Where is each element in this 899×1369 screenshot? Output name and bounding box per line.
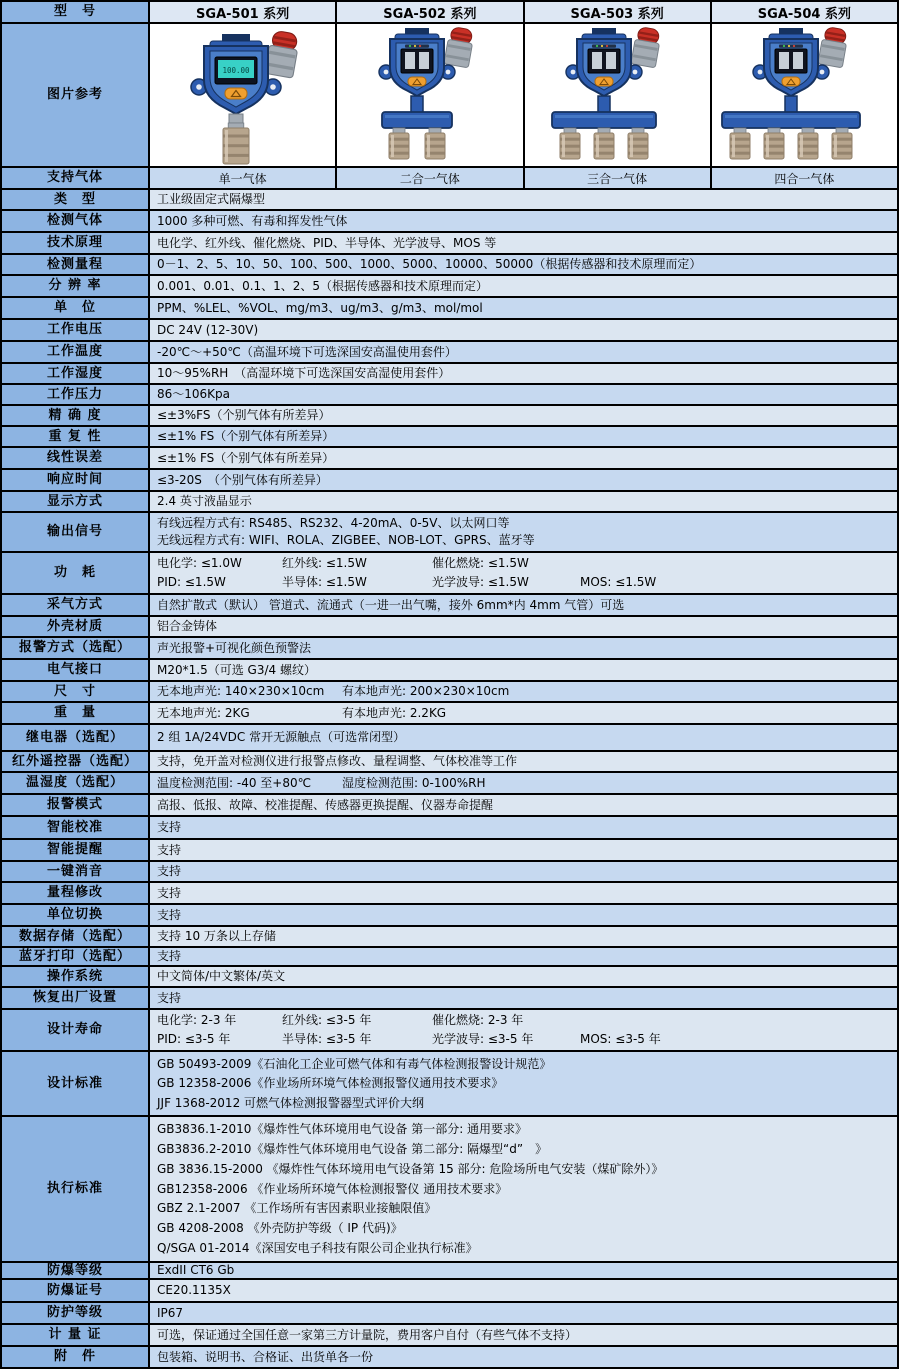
spec-row: [2, 385, 897, 406]
value-line: [157, 1013, 897, 1028]
row-value: [150, 840, 897, 860]
spec-row: [2, 513, 897, 553]
value-line: GB12358-2006 《作业场所环境气体检测报警仪 通用技术要求》: [157, 1181, 508, 1196]
spec-row: [2, 1303, 897, 1325]
value-line: 工业级固定式隔爆型: [157, 192, 266, 206]
value-line: 支持: [157, 949, 182, 963]
row-value: [150, 752, 897, 771]
row-value: [150, 905, 897, 925]
row-value: [150, 1325, 897, 1345]
value-line: 支持: [157, 842, 182, 857]
row-label: 防爆证号: [2, 1280, 150, 1301]
row-label: 报警方式（选配）: [2, 638, 150, 658]
row-value: [150, 1280, 897, 1301]
row-label: 执行标准: [2, 1117, 150, 1261]
spec-row: [2, 320, 897, 342]
spec-row: [2, 905, 897, 927]
spec-row: [2, 553, 897, 595]
value-line: ≤±1% FS（个别气体有所差异）: [157, 429, 335, 443]
row-value: [150, 427, 897, 446]
row-value: [150, 988, 897, 1008]
row-value: [150, 553, 897, 593]
row-label: 报警模式: [2, 795, 150, 815]
value-line: PPM、%LEL、%VOL、mg/m3、ug/m3、g/m3、mol/mol: [157, 300, 483, 315]
value-line: 10～95%RH （高湿环境下可选深国安高湿使用套件）: [157, 366, 451, 380]
value-line: [157, 1032, 897, 1047]
value-segment: MOS: ≤3-5 年: [580, 1031, 661, 1046]
value-line: 声光报警+可视化颜色预警法: [157, 640, 312, 655]
value-line: 有线远程方式有: RS485、RS232、4-20mA、0-5V、以太网口等: [157, 515, 510, 530]
value-line: M20*1.5（可选 G3/4 螺纹）: [157, 662, 316, 677]
product-image-sga-501: [150, 24, 337, 166]
row-label: 重 量: [2, 703, 150, 723]
row-label: 尺 寸: [2, 682, 150, 701]
value-line: 中文简体/中文繁体/英文: [157, 969, 286, 983]
row-label: 设计寿命: [2, 1010, 150, 1050]
row-label: 一键消音: [2, 862, 150, 881]
row-value: [150, 342, 897, 362]
value-line: 包装箱、说明书、合格证、出货单各一份: [157, 1349, 374, 1364]
spec-row: [2, 752, 897, 773]
value-line: 0－1、2、5、10、50、100、500、1000、5000、10000、50000（根据传感器和技术原理而定）: [157, 257, 702, 271]
value-line: 自然扩散式（默认） 管道式、流通式（一进一出气嘴，接外 6mm*内 4mm 气管）可选: [157, 597, 625, 612]
value-segment: 催化燃烧: 2-3 年: [432, 1013, 524, 1028]
value-line: 高报、低报、故障、校准提醒、传感器更换提醒、仪器寿命提醒: [157, 797, 494, 812]
gas-detector-illustration-3-sensor: [526, 24, 708, 166]
row-label: 继电器（选配）: [2, 725, 150, 750]
row-label: 单 位: [2, 298, 150, 318]
value-line: 86～106Kpa: [157, 387, 231, 401]
svg-text:100.00: 100.00: [222, 66, 250, 75]
spec-row: [2, 190, 897, 211]
value-segment: 半导体: ≤1.5W: [282, 574, 367, 589]
value-line: GBZ 2.1-2007 《工作场所有害因素职业接触限值》: [157, 1201, 437, 1216]
supported-gas-value-2: 二合一气体: [337, 168, 524, 188]
row-label: 设计标准: [2, 1052, 150, 1115]
spec-row: [2, 660, 897, 682]
spec-row: [2, 595, 897, 617]
row-label: 电气接口: [2, 660, 150, 680]
row-value: [150, 1303, 897, 1323]
model-header-4: SGA-504 系列: [712, 2, 897, 22]
row-label: 操作系统: [2, 967, 150, 986]
spec-row: [2, 862, 897, 883]
supported-gas-value-1: 单一气体: [150, 168, 337, 188]
row-label: 外壳材质: [2, 617, 150, 636]
value-line: [157, 575, 897, 590]
value-segment: 温度检测范围: -40 至+80℃: [157, 775, 312, 790]
value-segment: 光学波导: ≤3-5 年: [432, 1031, 534, 1046]
gas-detector-illustration-2-sensor: [339, 24, 521, 166]
value-segment: 电化学: ≤1.0W: [157, 556, 242, 571]
value-line: 支持: [157, 885, 182, 900]
spec-row: [2, 211, 897, 233]
row-value: [150, 1347, 897, 1367]
row-value: [150, 862, 897, 881]
row-value: [150, 364, 897, 383]
spec-row: [2, 703, 897, 725]
row-label: 智能校准: [2, 817, 150, 838]
row-value: [150, 883, 897, 903]
value-line: 支持: [157, 907, 182, 922]
row-label: 量程修改: [2, 883, 150, 903]
spec-row: [2, 967, 897, 988]
spec-row: [2, 1117, 897, 1263]
row-label: 温湿度（选配）: [2, 773, 150, 793]
value-line: [157, 776, 897, 791]
value-line: GB 4208-2008 《外壳防护等级（ IP 代码)》: [157, 1221, 403, 1236]
value-line: GB3836.2-2010《爆炸性气体环境用电气设备 第二部分: 隔爆型“d” 》: [157, 1141, 548, 1156]
row-value: [150, 617, 897, 636]
value-line: 支持，免开盖对检测仪进行报警点修改、量程调整、气体校准等工作: [157, 754, 518, 768]
value-line: DC 24V (12-30V): [157, 322, 259, 337]
value-line: [157, 556, 897, 571]
row-label: 响应时间: [2, 470, 150, 490]
spec-row: [2, 682, 897, 703]
value-line: GB 3836.15-2000 《爆炸性气体环境用电气设备第 15 部分: 危险场所电气安装（煤矿除外）》: [157, 1161, 664, 1176]
row-value: [150, 492, 897, 511]
spec-row: [2, 364, 897, 385]
value-segment: MOS: ≤1.5W: [580, 574, 657, 589]
supported-gas-value-4: 四合一气体: [712, 168, 897, 188]
row-label: 技术原理: [2, 233, 150, 253]
spec-row: [2, 1010, 897, 1052]
row-label: 工作温度: [2, 342, 150, 362]
value-line: JJF 1368-2012 可燃气体检测报警器型式评价大纲: [157, 1095, 425, 1110]
row-label: 检测量程: [2, 255, 150, 274]
row-value: [150, 948, 897, 965]
row-label: 线性误差: [2, 448, 150, 468]
supported-gas-label: 支持气体: [2, 168, 150, 188]
row-value: [150, 682, 897, 701]
value-segment: 无本地声光: 140×230×10cm: [157, 684, 325, 698]
image-reference-label: 图片参考: [2, 24, 150, 166]
row-label: 检测气体: [2, 211, 150, 231]
value-segment: PID: ≤3-5 年: [157, 1031, 231, 1046]
value-line: GB 12358-2006《作业场所环境气体检测报警仪通用技术要求》: [157, 1076, 504, 1090]
model-header-2: SGA-502 系列: [337, 2, 524, 22]
value-line: 2 组 1A/24VDC 常开无源触点（可选常闭型）: [157, 730, 406, 744]
value-line: [157, 684, 897, 699]
spec-row: [2, 298, 897, 320]
spec-row: [2, 1263, 897, 1280]
value-line: 电化学、红外线、催化燃烧、PID、半导体、光学波导、MOS 等: [157, 235, 497, 250]
row-label: 单位切换: [2, 905, 150, 925]
spec-row: [2, 470, 897, 492]
value-line: 支持 10 万条以上存储: [157, 929, 276, 943]
spec-row: [2, 276, 897, 298]
product-image-sga-503: [525, 24, 712, 166]
row-value: [150, 725, 897, 750]
row-value: [150, 448, 897, 468]
row-label: 类 型: [2, 190, 150, 209]
spec-row: [2, 1325, 897, 1347]
value-line: 支持: [157, 864, 182, 878]
row-value: [150, 967, 897, 986]
row-value: [150, 703, 897, 723]
value-segment: PID: ≤1.5W: [157, 574, 226, 589]
spec-row: [2, 448, 897, 470]
row-label: 显示方式: [2, 492, 150, 511]
spec-row: [2, 233, 897, 255]
row-label: 数据存储（选配）: [2, 927, 150, 946]
value-line: 铝合金铸体: [157, 619, 218, 633]
value-line: 1000 多种可燃、有毒和挥发性气体: [157, 213, 348, 228]
supported-gas-value-3: 三合一气体: [525, 168, 712, 188]
row-value: [150, 660, 897, 680]
product-image-sga-504: [712, 24, 897, 166]
row-value: [150, 638, 897, 658]
model-number-label: 型 号: [2, 2, 150, 22]
spec-row: [2, 1347, 897, 1367]
gas-detector-illustration-4-sensor: [713, 24, 895, 166]
row-value: [150, 298, 897, 318]
value-line: -20℃～+50℃（高温环境下可选深国安高温使用套件）: [157, 344, 457, 359]
spec-row: [2, 988, 897, 1010]
spec-row: [2, 795, 897, 817]
spec-row: [2, 948, 897, 967]
row-label: 采气方式: [2, 595, 150, 615]
row-label: 附 件: [2, 1347, 150, 1367]
row-label: 输出信号: [2, 513, 150, 551]
value-line: Q/SGA 01-2014《深国安电子科技有限公司企业执行标准》: [157, 1241, 478, 1256]
row-label: 工作电压: [2, 320, 150, 340]
spec-row: [2, 817, 897, 840]
spec-row: [2, 840, 897, 862]
value-segment: 湿度检测范围: 0-100%RH: [342, 775, 486, 790]
row-value: [150, 406, 897, 425]
value-segment: 催化燃烧: ≤1.5W: [432, 556, 529, 571]
gas-detector-illustration-1-sensor: [152, 24, 334, 166]
row-label: 蓝牙打印（选配）: [2, 948, 150, 965]
value-line: [157, 706, 897, 721]
spec-row: [2, 883, 897, 905]
value-segment: 无本地声光: 2KG: [157, 705, 250, 720]
value-line: IP67: [157, 1305, 184, 1320]
spec-row: [2, 255, 897, 276]
image-reference-row: [2, 24, 897, 168]
spec-row: [2, 427, 897, 448]
row-value: [150, 190, 897, 209]
spec-row: [2, 725, 897, 752]
row-value: [150, 320, 897, 340]
row-label: 计 量 证: [2, 1325, 150, 1345]
row-value: [150, 385, 897, 404]
model-header-1: SGA-501 系列: [150, 2, 337, 22]
spec-row: [2, 927, 897, 948]
row-value: [150, 1010, 897, 1050]
value-segment: 光学波导: ≤1.5W: [432, 574, 529, 589]
value-line: GB 50493-2009《石油化工企业可燃气体和有毒气体检测报警设计规范》: [157, 1056, 552, 1071]
value-segment: 红外线: ≤1.5W: [282, 556, 367, 571]
row-label: 分 辨 率: [2, 276, 150, 296]
value-line: ExdII CT6 Gb: [157, 1263, 235, 1277]
row-value: [150, 817, 897, 838]
row-value: [150, 927, 897, 946]
value-segment: 红外线: ≤3-5 年: [282, 1013, 372, 1028]
spec-row: [2, 492, 897, 513]
row-label: 工作压力: [2, 385, 150, 404]
product-image-sga-502: [337, 24, 524, 166]
value-line: ≤±3%FS（个别气体有所差异）: [157, 408, 331, 422]
row-value: [150, 1117, 897, 1261]
row-label: 重 复 性: [2, 427, 150, 446]
row-value: [150, 1263, 897, 1278]
value-line: 支持: [157, 820, 182, 834]
spec-row: [2, 342, 897, 364]
row-value: [150, 233, 897, 253]
value-line: 0.001、0.01、0.1、1、2、5（根据传感器和技术原理而定）: [157, 278, 489, 293]
row-label: 智能提醒: [2, 840, 150, 860]
value-line: 2.4 英寸液晶显示: [157, 494, 252, 508]
row-label: 恢复出厂设置: [2, 988, 150, 1008]
row-value: [150, 513, 897, 551]
value-line: 可选，保证通过全国任意一家第三方计量院，费用客户自付（有些气体不支持）: [157, 1327, 578, 1342]
spec-row: [2, 1052, 897, 1117]
value-segment: 有本地声光: 200×230×10cm: [342, 684, 510, 698]
value-line: ≤±1% FS（个别气体有所差异）: [157, 450, 335, 465]
row-value: [150, 795, 897, 815]
spec-row: [2, 406, 897, 427]
row-value: [150, 211, 897, 231]
row-label: 功 耗: [2, 553, 150, 593]
spec-row: [2, 638, 897, 660]
model-header-3: SGA-503 系列: [525, 2, 712, 22]
model-header-row: [2, 2, 897, 24]
value-line: 支持: [157, 990, 182, 1005]
row-value: [150, 255, 897, 274]
row-label: 防爆等级: [2, 1263, 150, 1278]
spec-row: [2, 773, 897, 795]
value-segment: 半导体: ≤3-5 年: [282, 1031, 372, 1046]
value-line: ≤3-20S （个别气体有所差异）: [157, 472, 328, 487]
row-label: 精 确 度: [2, 406, 150, 425]
spec-row: [2, 617, 897, 638]
row-value: [150, 773, 897, 793]
row-value: [150, 276, 897, 296]
spec-row: [2, 1280, 897, 1303]
value-line: 无线远程方式有: WIFI、ROLA、ZIGBEE、NOB-LOT、GPRS、蓝牙等: [157, 533, 535, 548]
row-value: [150, 470, 897, 490]
row-label: 红外遥控器（选配）: [2, 752, 150, 771]
value-line: GB3836.1-2010《爆炸性气体环境用电气设备 第一部分: 通用要求》: [157, 1121, 528, 1136]
supported-gas-row: [2, 168, 897, 190]
value-segment: 有本地声光: 2.2KG: [342, 705, 447, 720]
value-segment: 电化学: 2-3 年: [157, 1013, 237, 1028]
row-value: [150, 1052, 897, 1115]
value-line: CE20.1135X: [157, 1283, 231, 1297]
row-value: [150, 595, 897, 615]
row-label: 防护等级: [2, 1303, 150, 1323]
row-label: 工作湿度: [2, 364, 150, 383]
